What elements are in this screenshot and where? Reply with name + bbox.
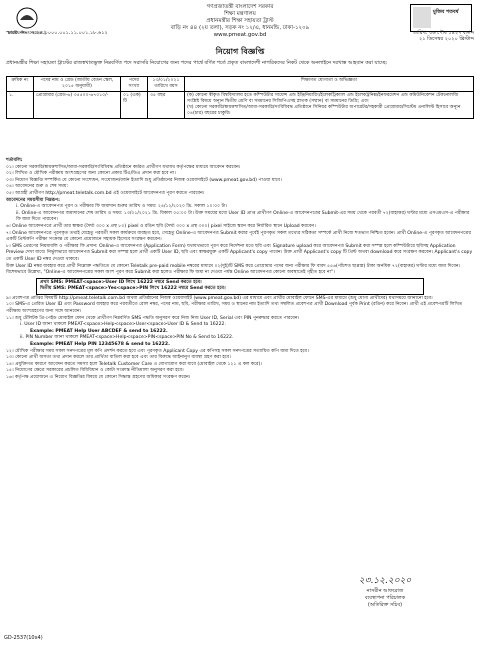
sms-first: প্রথম SMS: PMEAT<space>User ID লিখে 16222 নম্বরে Send করতে হবে। — [40, 279, 202, 285]
sms-second: দ্বিতীয় SMS: PMEAT<space>Yes<space>PIN লিখে 16222 নম্বরে Send করতে হবে। — [40, 286, 226, 292]
condition-paragraph: ১১। শুধু টেলিটক প্রি-পেইড মোবাইল ফোন থেকে প্রার্থীগণ নিম্নবর্ণিত SMS পদ্ধতি অনুসরণ করে নিজ নিজ User ID, Serial এবং PIN পুনরুদ্ধার করতে পারবেন। — [6, 315, 300, 321]
memo-date — [413, 30, 474, 42]
condition-item: ০১। কোনো সরকারি/স্বায়ত্তশাসিত/আধা-সরকারি/সংবিধিবদ্ধ প্রতিষ্ঠানে কর্মরত প্রার্থীগণ যথাযথ কর্তৃপক্ষের মাধ্যমে আবেদন করবেন। — [6, 164, 241, 170]
table-header: ১৩/০১/২০২১ তারিখে বয়স — [148, 77, 185, 92]
footer-code: GD-2537(10x4) — [4, 635, 43, 641]
page-title: নিয়োগ বিজ্ঞপ্তি — [215, 47, 265, 56]
table-header: ক্রমিক নং — [7, 77, 34, 92]
date-bn: ০৬ পৌষ ১৪২৭ বঙ্গাব্দ — [429, 30, 474, 36]
condition-item: ০৩। নিয়োগ বিজ্ঞপ্তি সম্পর্কিত যে কোনো সংশোধন, সংযোজন/বর্জন ইত্যাদি শুধু প্রতিষ্ঠানের নিজস্ব ওয়েবসাইটে (www.pmeat.gov.bd) পাওয়া যাবে। — [6, 177, 282, 183]
condition-paragraph: ১০। SMS-এ প্রেরিত User ID এবং Password ব্যবহার করে পরবর্তীতে রোল নম্বর, পদের নাম, ছবি, পরীক্ষার তারিখ, সময় ও স্থানের নাম ইত্যাদি তথ্য সম্বলিত প্রবেশপত্র প্রার্থী Download পূর্বক Print (রঙিন) করে নিবেন। প্রার্থী এই প্রবেশপত্রটি লিখিত পরীক্ষায় অংশগ্রহণের জন্য সঙ্গে আনবেন। — [6, 302, 463, 315]
retrieve-item: i. User ID জানা থাকলে PMEAT<space>Help<space>User<space>User ID & Send to 16222. — [20, 322, 226, 328]
cell-post: প্রোগ্রামার (গ্রেড-৬) ৩৫৫০০-৬৭০১০/- — [34, 92, 121, 119]
gov-line: গণপ্রজাতন্ত্রী বাংলাদেশ সরকার — [206, 4, 274, 10]
cell-count: ০১ (এক) টি — [121, 92, 148, 119]
retrieve-example: Example: PMEAT Help User ABCDEF & send to 16222. — [30, 328, 168, 334]
cell-serial: ১. — [7, 92, 34, 119]
retrieve-item: ii. PIN Number জানা থাকলে PMEAT<space>Help<space>PIN<space>PIN No & Send to 16222. — [20, 335, 234, 341]
memo-number: স্মারক নং- ৩৭.২৪.০০০০.০০১.১১.০০১.১৮.৬১২ — [6, 30, 108, 36]
table-header: পদের সংখ্যা — [121, 77, 148, 92]
online-item: ii. Online-এ আবেদনপত্র জমাদানের শেষ তারিখ ও সময়: ১৩/০১/২০২১ খ্রি. বিকাল ০৫:০০ টা। উক্ত সময়ের মধ্যে User ID প্রাপ্ত প্রার্থীগণ Online-এ আবেদনপত্রের Submit-এর সময় থেকে পরবর্তী ৭২(বাহাত্তর) ঘণ্টার মধ্যে এসএমএস-এ পরীক্ষার ফি জমা দিতে পারবেন। — [16, 210, 470, 223]
trust-name: প্রধানমন্ত্রীর শিক্ষা সহায়তা ট্রাস্ট — [206, 18, 274, 24]
signatory-sub: (অতিরিক্ত সচিব) — [367, 602, 403, 608]
condition-item: ০২। লিখিত ও মৌখিক পরীক্ষায় অংশগ্রহণের জন্য কোনো প্রকার টিএ/ডিএ প্রদান করা হবে না। — [6, 171, 176, 177]
condition-paragraph: ১২। মৌখিক পরীক্ষার সময় সকল সনদপত্রের মূল কপি প্রদর্শন করতে হবে এবং পূরণকৃত Applicant Copy এর কপিসহ সকল সনদপত্রের সত্যায়িত কপি জমা দিতে হবে। — [6, 348, 309, 354]
signatory-designation: ব্যবস্থাপনা পরিচালক — [364, 595, 406, 601]
condition-paragraph: ১৪। প্রযুক্তিগত কারণে আবেদন করতে সমস্যা হলে Teletalk Customer Care এ যোগাযোগ করা যাবে (মোবাইল থেকে ১২১ এ কল করে)। — [6, 361, 262, 367]
header — [0, 4, 480, 48]
website: www.pmeat.gov.bd — [213, 32, 267, 38]
table-row — [7, 92, 474, 119]
qualification-a: (ক) কোনো স্বীকৃত বিশ্ববিদ্যালয় হতে কম্পিউটার সায়েন্স এন্ড ইঞ্জিনিয়ারিং/ইলেকট্রিক্যাল এন্ড ইলেকট্রনিক্স/ইনফরমেশন এন্ড কমিউনিকেশন টেকনোলজি সংশ্লিষ্ট বিষয়ে অন্যূন দ্বিতীয় শ্রেণি বা সমমানের সিজিপিএসহ স্নাতক (সম্মান) বা সমমানের ডিগ্রি; এবং — [187, 93, 459, 104]
condition-paragraph: ৮। SMS প্রেরণের নিয়মাবলি ও পরীক্ষার ফি প্রদান: Online-এ আবেদনপত্র (Application Form) যথাযথভাবে পূরণ করে নির্দেশনা মতে ছবি এবং Signature upload করে আবেদনপত্র Submit করা সম্পন্ন হলে কম্পিউটারে ছবিসহ Application Preview দেখা যাবে। নির্ভুলভাবে আবেদনপত্র Submit করা সম্পন্ন হলে প্রার্থী একটি User ID, ছবি এবং স্বাক্ষরযুক্ত একটি Applicant's copy পাবেন। উক্ত প্রার্থী Applicant's copy টি প্রিন্ট অথবা download করে সংরক্ষণ করবেন। Applicant's copy তে একটি User ID নম্বর দেওয়া থাকবে। — [6, 243, 473, 262]
header-center — [120, 4, 360, 39]
post-table — [6, 76, 474, 119]
signatory-name: নাসরীন আফরোজ — [366, 588, 404, 594]
section-title: আবেদনের সময়সীমা নিম্নরূপ: — [6, 197, 60, 203]
online-item: i. Online-এ আবেদনপত্র পূরণ ও পরীক্ষার ফি জমাদান শুরুর তারিখ ও সময়: ২৪/১২/২০২০ খ্রি. সকাল ১০:০০ টা। — [16, 204, 227, 210]
table-header-row — [7, 77, 474, 92]
table-header: পদের নাম ও গ্রেড (জাতীয় বেতন স্কেল, ২০১৫ অনুযায়ী) — [34, 77, 121, 92]
conditions-heading: শর্তাবলি: — [6, 158, 23, 163]
condition-paragraph: ৬। Online আবেদনপত্রে প্রার্থী তার স্বাক্ষর (দৈর্ঘ্য ৩০০ x প্রস্থ ৮০) pixel ও রঙিন ছবি (দৈর্ঘ্য ৩০০ x প্রস্থ ৩০০) pixel সাইজে স্ক্যান করে নির্ধারিত স্থানে Upload করবেন। — [6, 223, 316, 229]
retrieve-example: Example: PMEAT Help PIN 12345678 & send to 16222. — [30, 342, 170, 348]
condition-paragraph: ৯। প্রবেশপত্র প্রাপ্তির বিষয়টি http://pmeat.teletalk.com.bd অথবা প্রতিষ্ঠানের নিজস্ব ওয়েবসাইট (www.pmeat.gov.bd) এর মাধ্যমে এবং প্রার্থীর মোবাইল ফোনে SMS-এর মাধ্যমে (শুধু যোগ্য প্রার্থীদের) যথাসময়ে জানানো হবে। — [6, 295, 433, 301]
conditions — [6, 158, 474, 382]
mujib-borsho-logo-icon — [410, 4, 472, 32]
signature-block — [300, 578, 470, 609]
cell-age: ৩৫ বছর — [148, 92, 185, 119]
trust-logo-text: নমন্ত্রীর শিক্ষা সহায়তা ট্রা — [8, 30, 46, 35]
intro-text: প্রধানমন্ত্রীর শিক্ষা সহায়তা ট্রাস্টের রাজস্বখাতভুক্ত নিম্নবর্ণিত পদে সরাসরি নিয়োগের জন্য পদের পার্শ্বে বর্ণিত শর্তে প্রকৃত বাংলাদেশী নাগরিকদের নিকট থেকে অনলাইনে দরখাস্ত আহবান করা যাচ্ছে: — [6, 60, 388, 66]
condition-paragraph: ৭। Online আবেদনপত্রে পূরণকৃত তথ্যই যেহেতু পরবর্তী সকল কার্যক্রমে ব্যবহৃত হবে, সেহেতু Online-এ আবেদনপত্র Submit করার পূর্বেই পূরণকৃত সকল তথ্যের সঠিকতা সম্পর্কে প্রার্থী নিজে শতভাগ নিশ্চিত হবেন। প্রার্থী Online-এ পূরণকৃত আবেদনপত্রের একটি প্রিন্টকপি পরীক্ষা সংক্রান্ত যে কোনো প্রয়োজনে সহায়ক হিসেবে সংরক্ষণ করবেন। — [6, 230, 472, 243]
table-header: শিক্ষাগত যোগ্যতা ও অভিজ্ঞতা — [185, 77, 474, 92]
condition-item: ০৫। আগ্রহী প্রার্থীগণ http://pmeat.teletalk.com.bd এই ওয়েবসাইটে আবেদনপত্র পূরণ করতে পারবেন। — [6, 190, 205, 196]
portrait-icon — [413, 7, 431, 28]
condition-item: ০৪। আবেদনের শুরু ও শেষ সময়: — [6, 184, 69, 190]
date-label: তারিখ: — [413, 30, 428, 36]
address: বাড়ি নং ৪৪ (২য় তলা), সড়ক নং ১২/এ, ধানমন্ডি, ঢাকা-১২০৯ — [170, 25, 310, 31]
qualification-b: (খ) কোনো সরকারি/স্বায়ত্তশাসিত/আধা-সরকারি/সংবিধিবদ্ধ প্রতিষ্ঠানে সিনিয়র কম্পিউটার অপারেটর/সহকারী প্রোগ্রামার/সিস্টেম এনালিস্ট হিসাবে অন্যূন ০৪(চার) বছরের চাকুরি। — [187, 105, 461, 116]
condition-paragraph: ১৫। নিয়োগের ক্ষেত্রে সরকারের প্রচলিত বিধিবিধান ও কোটা সংক্রান্ত নীতিমালা অনুসরণ করা হবে। — [6, 368, 184, 374]
condition-paragraph: ১৩। কোনো প্রার্থী অসত্য তথ্য প্রদান করলে তার প্রার্থিতা বাতিল করা হবে এবং তার বিরুদ্ধে আইনানুগ ব্যবস্থা গ্রহণ করা হবে। — [6, 355, 231, 361]
badge-text: মুজিব শতবর্ষ — [433, 9, 459, 15]
condition-paragraph: উক্ত User ID নম্বর ব্যবহার করে প্রার্থী নিম্নোক্ত পদ্ধতিতে যে কোনো Teletalk pre-paid mobile নম্বরের মাধ্যমে ০২(দুই)টি SMS করে প্রোগ্রামার পদের জন্য পরীক্ষার ফি বাবদ ৫৫৬(পাঁচশত ছাপ্পান্ন) টাকা অনধিক ৭২(বাহাত্তর) ঘণ্টার মধ্যে জমা দিবেন। বিশেষভাবে উল্লেখ্য, "Online-এ আবেদনপত্রের সকল অংশ পূরণ করে Submit করা হলেও পরীক্ষার ফি জমা না দেওয়া পর্যন্ত Online আবেদনপত্র কোনো অবস্থাতেই গৃহীত হবে না"। — [6, 263, 461, 276]
condition-paragraph: ১৬। কর্তৃপক্ষ প্রয়োজনে এ নিয়োগ বিজ্ঞপ্তির বিষয়ে যে কোনো সিদ্ধান্ত গ্রহণের অধিকার সংরক্ষণ করেন। — [6, 375, 191, 380]
cell-qualification — [185, 92, 474, 119]
date-en: ২১ ডিসেম্বর ২০২০ খ্রিস্টাব্দ — [418, 36, 474, 42]
signature-scrawl: ২৩.১২.২০২০ — [358, 576, 412, 586]
sms-box — [36, 278, 424, 295]
ministry-name: শিক্ষা মন্ত্রণালয় — [224, 11, 256, 17]
